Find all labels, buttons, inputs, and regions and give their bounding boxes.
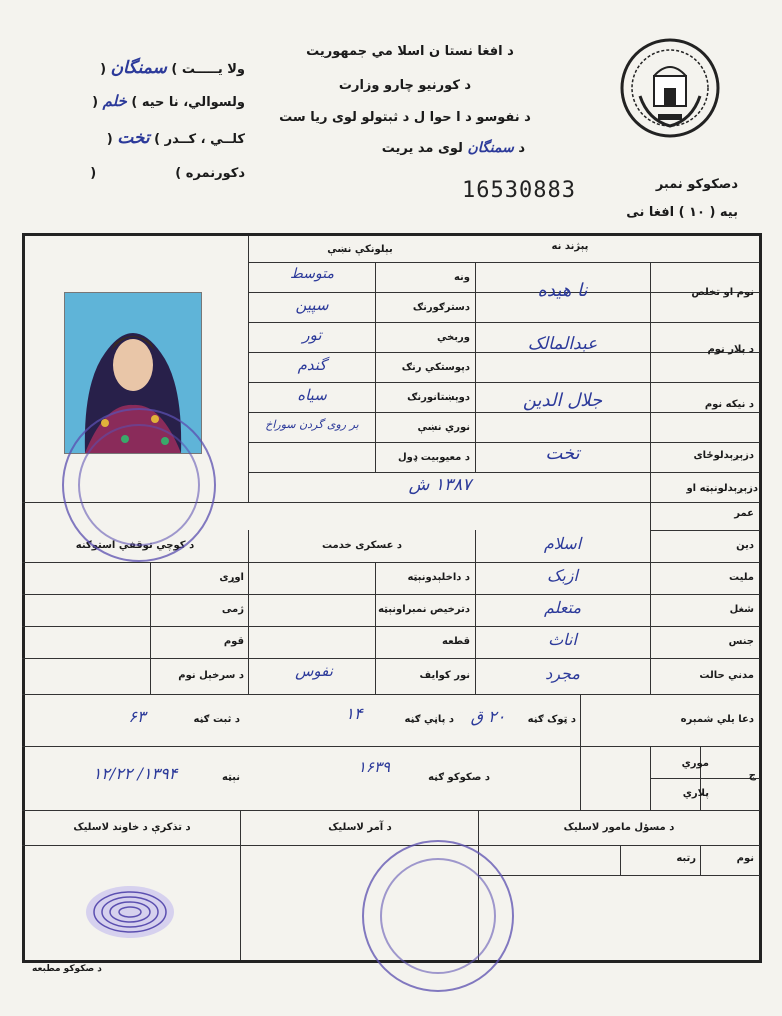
marital-value: مجرد	[545, 664, 580, 683]
father-label: د پلار نوم	[707, 344, 754, 355]
header-title-4: د سمنگان لوی مد يريت	[381, 140, 525, 156]
id-no-value: ۱۶۳۹	[357, 758, 391, 776]
other-details-value: نفوس	[295, 662, 333, 680]
fingerprint-icon	[80, 880, 180, 944]
other-details-label: نور کوايف	[419, 670, 470, 681]
record-value: ۶۳	[128, 707, 146, 726]
sex-label: جنس	[728, 636, 754, 647]
hair-color-value: سياه	[297, 386, 327, 404]
house-row: دکورنمره ) (	[90, 166, 245, 181]
holder-signature-label: د تذکرې د خاوند لاسليک	[73, 822, 191, 833]
header-title-3: د نفوسو د ا حوا ل د ثبتولو لوی ريا ست	[279, 110, 531, 125]
village-row: کلــي ، کــدر ) تخت (	[106, 128, 245, 148]
religion-value: اسلام	[543, 534, 582, 553]
other-marks-label: نوري نښې	[417, 422, 470, 433]
district-row: ولسوالي، نا حيه ) خلم (	[92, 92, 245, 110]
weight-label: ونه	[453, 272, 470, 283]
birthdate-label: دزېږېدلونېټه او	[686, 483, 758, 494]
entry-date-label: د داخلېدونېټه	[407, 572, 470, 583]
order-stamp-icon	[362, 840, 514, 992]
job-label: شغل	[729, 604, 754, 615]
nomad-label: د کوچي توقفي استوګنه	[75, 540, 195, 551]
hair-color-label: دوېښتانورنګ	[407, 392, 470, 403]
official-stamp-icon	[62, 408, 216, 562]
clan-label: ج	[748, 770, 756, 781]
printer-footnote: د صکوکو مطبعه	[32, 964, 102, 974]
province-value: سمنگان	[110, 58, 167, 78]
age-label: عمر	[734, 508, 754, 519]
chief-name-label: د سرخېل نوم	[178, 670, 244, 681]
birthplace-label: دزېږېدلوځای	[693, 450, 754, 461]
skin-color-value: گندم	[297, 356, 327, 374]
register-book-label: دعا يلي شمېره	[680, 714, 754, 725]
hand-color-label: دسترګورنګ	[412, 302, 470, 313]
date-value: ۱۳۹۴/ ۱۲/۲۲	[92, 764, 178, 783]
header-title-2: د کورنيو چارو وزارت	[338, 78, 472, 93]
other-marks-value: بر روی گردن سوراخ	[265, 418, 359, 431]
emblem-icon	[618, 36, 722, 140]
eyebrow-value: تور	[302, 326, 322, 344]
record-label: د ثبت ګڼه	[193, 714, 240, 725]
sex-value: اناث	[548, 630, 577, 649]
name-value: نا هيده	[537, 280, 588, 301]
mother-label: موري	[681, 758, 709, 769]
marital-label: مدني حالت	[699, 670, 754, 681]
nation-label: مليت	[729, 572, 754, 583]
discharge-label: دترخيص نمبراونېټه	[378, 604, 470, 615]
order-signature-label: د آمر لاسليک	[328, 822, 392, 833]
page-label: د پاڼي ګڼه	[404, 714, 454, 725]
serial-number: 16530883	[462, 178, 576, 203]
identification-header: پېژند نه	[551, 241, 589, 252]
hand-color-value: سپين	[295, 296, 329, 314]
header-title-1: د افغا نستا ن اسلا مي جمهوريت	[306, 44, 514, 59]
grandfather-value: جلال الدين	[522, 390, 603, 411]
village-value: تخت	[117, 128, 150, 148]
eyebrow-label: وربخي	[436, 332, 470, 343]
skin-color-label: دپوستکي رنګ	[401, 362, 470, 373]
grandfather-label: د نيکه نوم	[704, 399, 754, 410]
officer-rank-label: رتبه	[676, 853, 696, 864]
id-no-label: د صکوکو ګڼه	[428, 772, 490, 783]
distinctive-marks-header: بېلونکې نښې	[327, 244, 393, 255]
paternal-label: پلاري	[682, 788, 709, 799]
birthplace-value: تخت	[545, 443, 580, 464]
volume-value: ۲۰ ق	[470, 707, 506, 726]
price-label: بيه ( ۱۰ ) افغا نی	[626, 205, 738, 220]
job-value: متعلم	[543, 598, 582, 617]
winter-label: ژمی	[221, 604, 244, 615]
id-number-label: دصکوکو نمبر	[655, 177, 738, 192]
military-label: د عسکری خدمت	[321, 540, 403, 551]
officer-name-label: نوم	[736, 853, 754, 864]
name-label: نوم او تخلص	[691, 287, 754, 298]
nation-value: ازبک	[547, 566, 578, 585]
religion-label: دين	[736, 540, 754, 551]
weight-value: متوسط	[290, 266, 334, 282]
birthdate-value: ۱۳۸۷ ش	[408, 475, 472, 495]
father-value: عبدالمالک	[527, 334, 598, 354]
province-row: ولا يـــــت ) سمنگان (	[100, 58, 245, 78]
unit-label: قطعه	[442, 636, 470, 647]
page-value: ۱۴	[345, 704, 363, 723]
district-value: خلم	[102, 92, 127, 110]
volume-label: د ټوک ګڼه	[527, 714, 576, 725]
date-label: نېټه	[222, 772, 240, 783]
disability-label: د معيوبيت ډول	[397, 452, 470, 463]
tribe-label: قوم	[223, 636, 244, 647]
summer-label: اوړی	[219, 572, 244, 583]
officer-signature-label: د مسؤل مامور لاسليک	[563, 822, 675, 833]
